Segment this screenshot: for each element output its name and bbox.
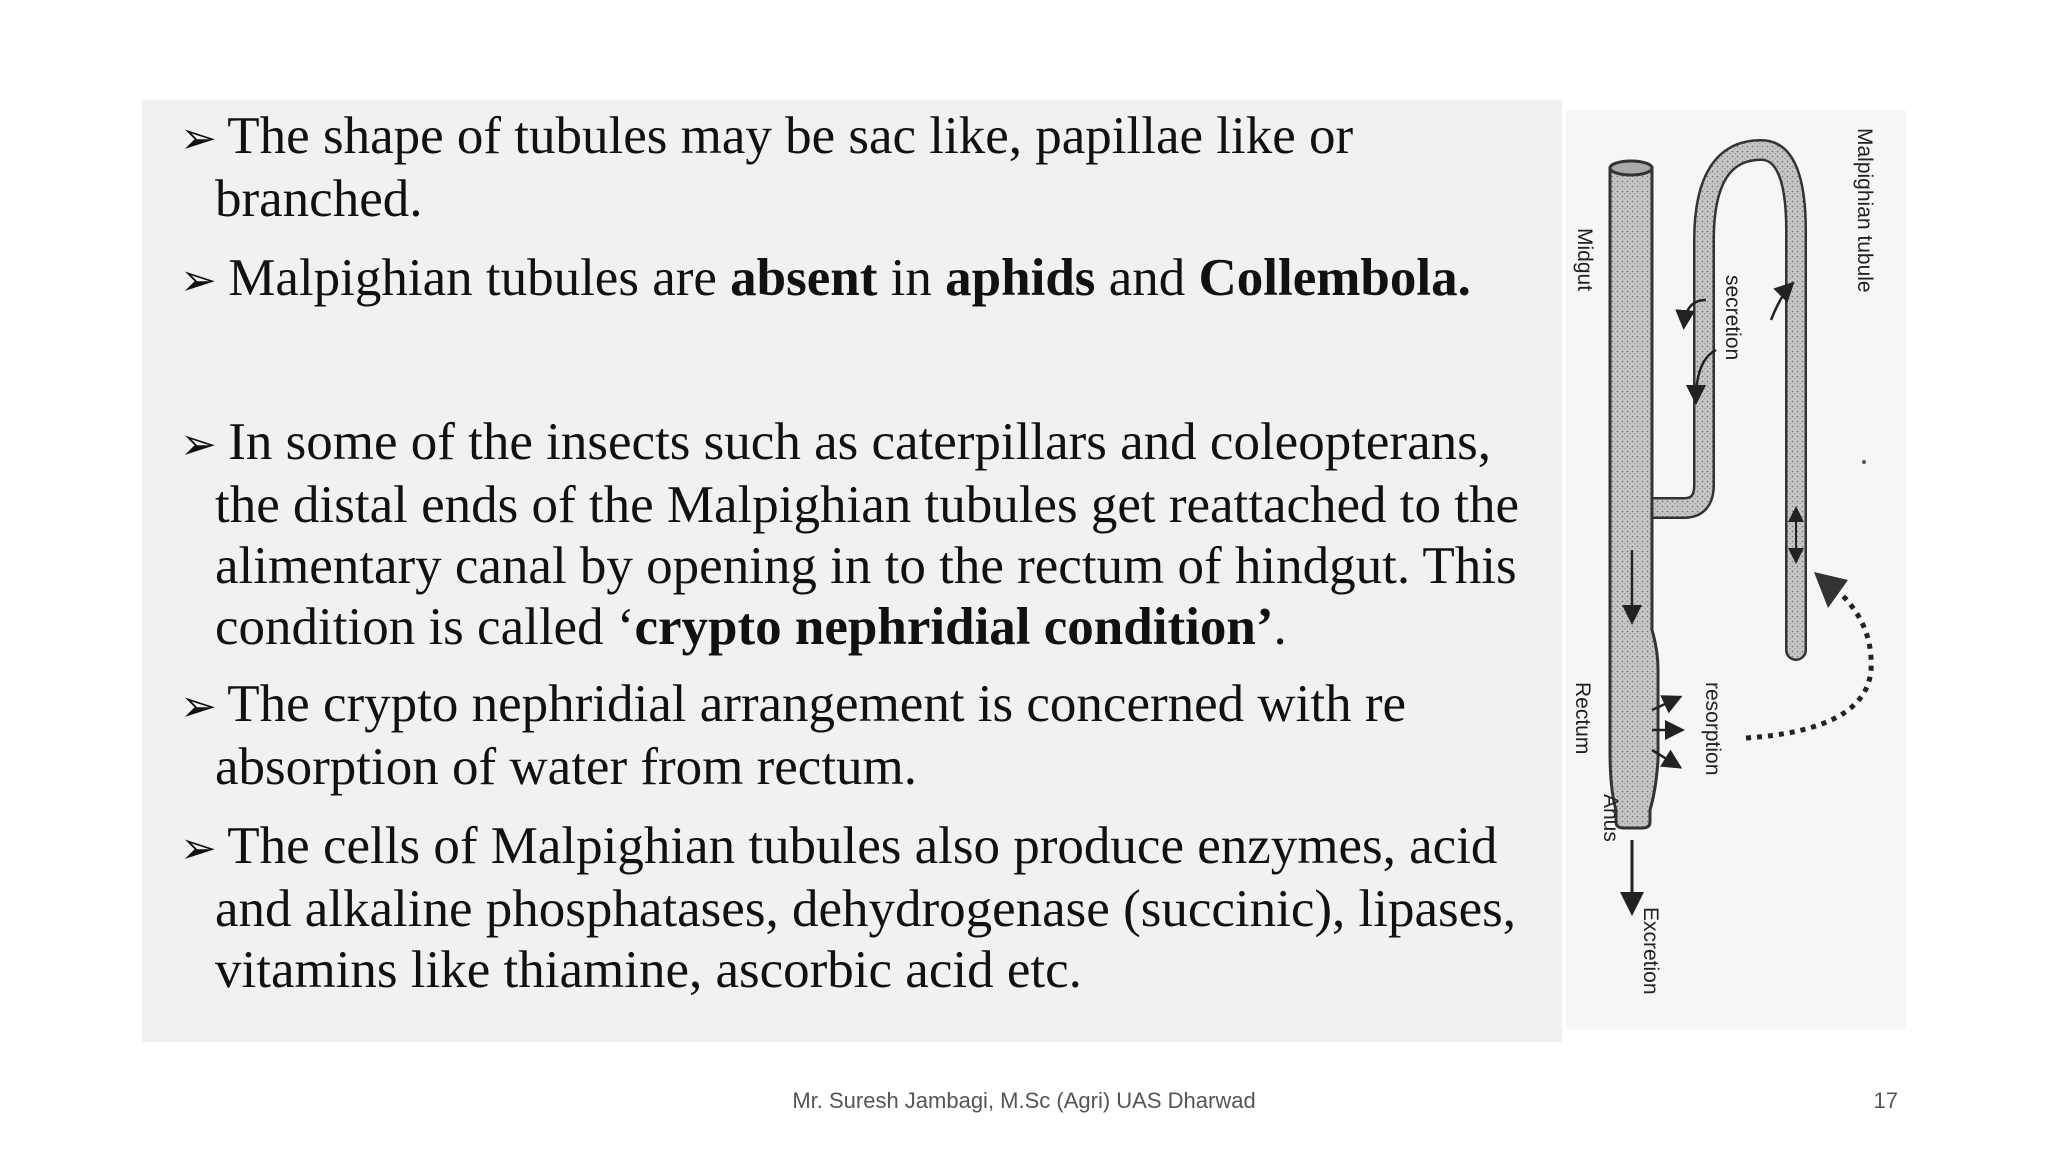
label-excretion: Excretion: [1639, 907, 1662, 995]
bold-term: aphids: [945, 249, 1096, 307]
bold-term: absent: [730, 249, 878, 307]
arrow-bullet-icon: ➢: [180, 419, 217, 470]
label-midgut: Midgut: [1573, 228, 1596, 292]
bullet-text: The shape of tubules may be sac like, papillae like or branched.: [215, 107, 1354, 228]
bullet-absent-tubules: [160, 248, 1552, 311]
bullet-text: The crypto nephridial arrangement is concerned with re absorption of water from rectum.: [215, 675, 1407, 796]
bullet-text: The cells of Malpighian tubules also produce enzymes, acid and alkaline phosphatases, dehydrogenase (succinic), lipases, vitamins like thiamine, ascorbic acid etc.: [215, 817, 1517, 999]
text-panel: [142, 100, 1562, 1042]
bullet-text: Malpighian tubules are: [215, 249, 731, 307]
bold-term: crypto nephridial condition: [634, 598, 1256, 656]
bold-quote: ’: [1255, 598, 1274, 656]
label-secretion: secretion: [1721, 275, 1744, 361]
arrow-bullet-icon: ➢: [180, 823, 217, 874]
bullet-text: In some of the insects such as caterpillars and coleopterans, the distal ends of the Malpighian tubules get reattached to the alimentary canal by opening in to the rectum of hindgut. This condition is called ‘: [215, 413, 1520, 656]
bullet-crypto-nephridial: [160, 412, 1552, 658]
gut-tube-shape: [1610, 168, 1658, 828]
bold-term: Collembola.: [1198, 249, 1471, 307]
bullet-text: and: [1095, 249, 1199, 307]
bullet-water-reabsorption: [160, 674, 1552, 798]
bullet-text: in: [877, 249, 946, 307]
arrow-bullet-icon: ➢: [180, 681, 217, 732]
footer-credit: Mr. Suresh Jambagi, M.Sc (Agri) UAS Dharwad: [792, 1088, 1256, 1113]
bullet-enzymes: [160, 816, 1552, 1001]
bullet-text: .: [1273, 598, 1287, 656]
arrow-bullet-icon: ➢: [180, 255, 217, 306]
label-anus: Anus: [1599, 794, 1622, 842]
malpighian-tubule-diagram: [1566, 110, 1906, 1030]
label-malpighian-tubule: Malpighian tubule: [1853, 128, 1876, 293]
bullet-tubule-shape: [160, 106, 1552, 230]
label-rectum: Rectum: [1571, 682, 1594, 755]
label-resorption: resorption: [1701, 682, 1724, 776]
page-number: 17: [1873, 1088, 1898, 1113]
arrow-bullet-icon: ➢: [180, 113, 217, 164]
